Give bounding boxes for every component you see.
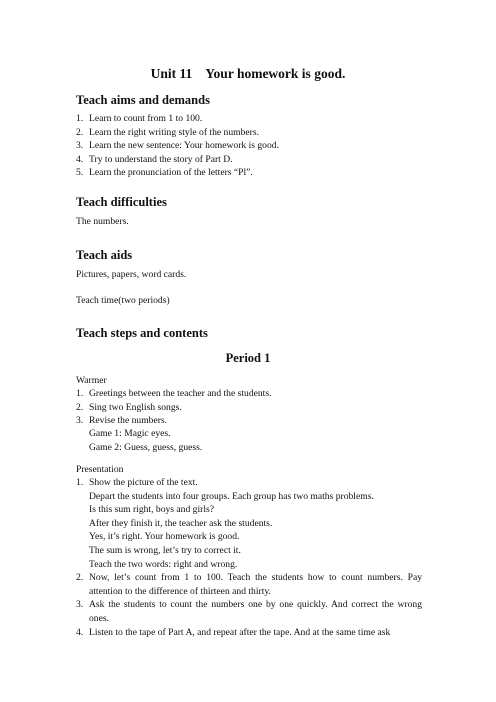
difficulties-text: The numbers.	[76, 216, 129, 227]
game-line: Game 2: Guess, guess, guess.	[89, 441, 203, 453]
warmer-games	[89, 427, 202, 454]
presentation-list	[76, 476, 422, 639]
item-text: Learn the new sentence: Your homework is good.	[89, 140, 279, 152]
aids-text: Pictures, papers, word cards.	[76, 269, 187, 280]
item-text: Ask the students to count the numbers one by one quickly. And correct the wrong ones.	[89, 599, 422, 624]
list-item	[76, 112, 279, 126]
list-item	[76, 153, 279, 167]
item-text: Learn the pronunciation of the letters “Pl”.	[89, 167, 253, 179]
item-text: Sing two English songs.	[89, 401, 182, 413]
item-number: 3.	[76, 415, 84, 427]
item-text: Try to understand the story of Part D.	[89, 153, 233, 165]
list-item	[76, 626, 422, 640]
sub-line: Depart the students into four groups. Each group has two maths problems.	[89, 490, 374, 502]
item-number: 2.	[76, 401, 84, 413]
item-text: Revise the numbers.	[89, 415, 168, 427]
item-number: 3.	[76, 140, 84, 152]
steps-heading: Teach steps and contents	[76, 326, 208, 340]
item-text: Learn the right writing style of the numbers.	[89, 126, 259, 138]
item-text: Show the picture of the text.	[89, 477, 198, 488]
document-title: Unit 11 Your homework is good.	[150, 66, 346, 81]
sub-line: Yes, it’s right. Your homework is good.	[89, 531, 240, 543]
list-item	[76, 126, 279, 140]
item-number: 2.	[76, 126, 84, 138]
aims-list	[76, 112, 279, 180]
item-sub-lines	[89, 490, 422, 572]
warmer-label: Warmer	[76, 375, 107, 386]
item-text: Learn to count from 1 to 100.	[89, 113, 203, 124]
list-item	[76, 598, 422, 625]
item-number: 1.	[76, 388, 84, 399]
list-item	[76, 166, 279, 180]
aids-heading: Teach aids	[76, 248, 133, 262]
item-number: 4.	[76, 153, 84, 165]
sub-line: Is this sum right, boys and girls?	[89, 504, 214, 516]
sub-line: After they finish it, the teacher ask the students.	[89, 517, 273, 529]
game-line: Game 1: Magic eyes.	[89, 428, 171, 439]
list-item	[76, 414, 271, 428]
item-number: 1.	[76, 113, 84, 124]
list-item	[76, 476, 422, 571]
item-number: 5.	[76, 167, 84, 179]
presentation-label: Presentation	[76, 464, 124, 475]
list-item	[76, 387, 271, 401]
period-title: Period 1	[225, 351, 271, 365]
difficulties-heading: Teach difficulties	[76, 195, 167, 209]
item-text: Listen to the tape of Part A, and repeat after the tape. And at the same time ask	[89, 626, 391, 638]
teach-time: Teach time(two periods)	[76, 295, 170, 306]
warmer-list	[76, 387, 271, 428]
item-number: 4.	[76, 626, 84, 638]
item-number: 2.	[76, 572, 84, 584]
item-text: Greetings between the teacher and the students.	[89, 388, 272, 399]
list-item	[76, 139, 279, 153]
item-number: 3.	[76, 599, 84, 611]
sub-line: The sum is wrong, let’s try to correct it.	[89, 544, 241, 556]
item-text: Now, let’s count from 1 to 100. Teach the students how to count numbers. Pay attention to the difference of thirteen and thirty.	[89, 572, 422, 597]
list-item	[76, 401, 271, 415]
aims-heading: Teach aims and demands	[76, 93, 210, 107]
list-item	[76, 571, 422, 598]
item-number: 1.	[76, 477, 84, 488]
sub-line: Teach the two words: right and wrong.	[89, 558, 238, 570]
